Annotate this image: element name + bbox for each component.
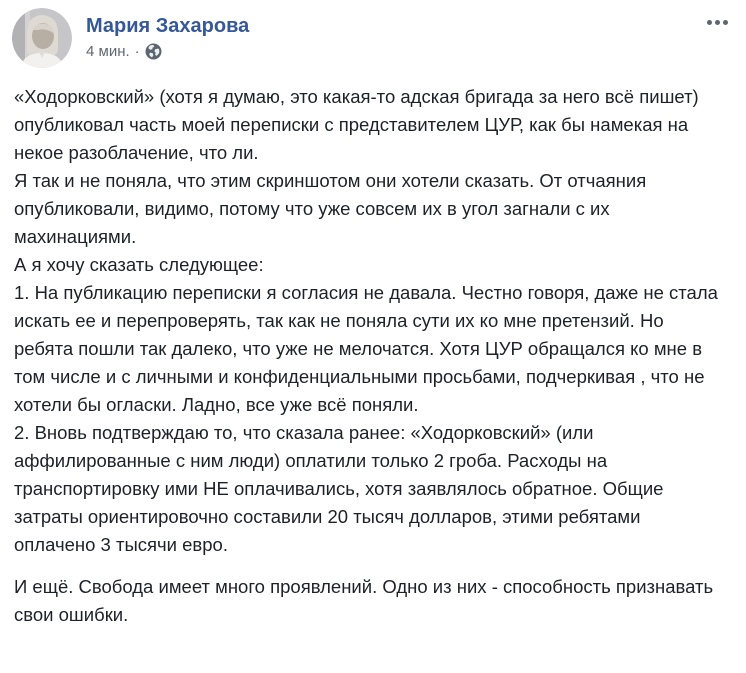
post-paragraph: Я так и не поняла, что этим скриншотом они хотели сказать. От отчаяния опубликовали, видимо, потому что уже совсем их в угол загнали с их махинациями. <box>14 170 647 247</box>
post-header <box>0 0 746 68</box>
timestamp[interactable]: 4 мин. <box>86 43 130 60</box>
post-paragraph: И ещё. Свобода имеет много проявлений. Одно из них - способность признавать свои ошибки. <box>14 576 714 625</box>
dot-separator: · <box>134 43 140 60</box>
author-name-link[interactable]: Мария Захарова <box>86 15 250 37</box>
post-header-info <box>86 8 249 68</box>
post-paragraph: 2. Вновь подтверждаю то, что сказала ранее: «Ходорковский» (или аффилированные с ним люди) оплатили только 2 гроба. Расходы на транспортировку ими НЕ оплачивались, хотя заявлялось обратное. Общие затраты ориентировочно составили 20 тысяч долларов, этими ребятами оплачено 3 тысячи евро. <box>14 422 664 555</box>
avatar[interactable] <box>12 8 72 68</box>
post-meta[interactable] <box>86 43 249 60</box>
ellipsis-icon <box>707 20 712 25</box>
globe-public-icon <box>145 43 162 60</box>
post-text <box>0 68 746 629</box>
post-paragraph: А я хочу сказать следующее: <box>14 254 264 275</box>
post-options-button[interactable] <box>703 12 732 33</box>
avatar-photo <box>12 8 72 68</box>
post-paragraph: «Ходорковский» (хотя я думаю, это какая-то адская бригада за него всё пишет) опубликовал часть моей переписки с представителем ЦУР, как бы намекая на некое разоблачение, что ли. <box>14 86 699 163</box>
post-paragraph: 1. На публикацию переписки я согласия не давала. Честно говоря, даже не стала искать ее и перепроверять, так как не поняла сути их ко мне претензий. Но ребята пошли так далеко, что уже не мелочатся. Хотя ЦУР обращался ко мне в том числе и с личными и конфиденциальными просьбами, подчеркивая , что не хотели бы огласки. Ладно, все уже всё поняли. <box>14 282 718 415</box>
